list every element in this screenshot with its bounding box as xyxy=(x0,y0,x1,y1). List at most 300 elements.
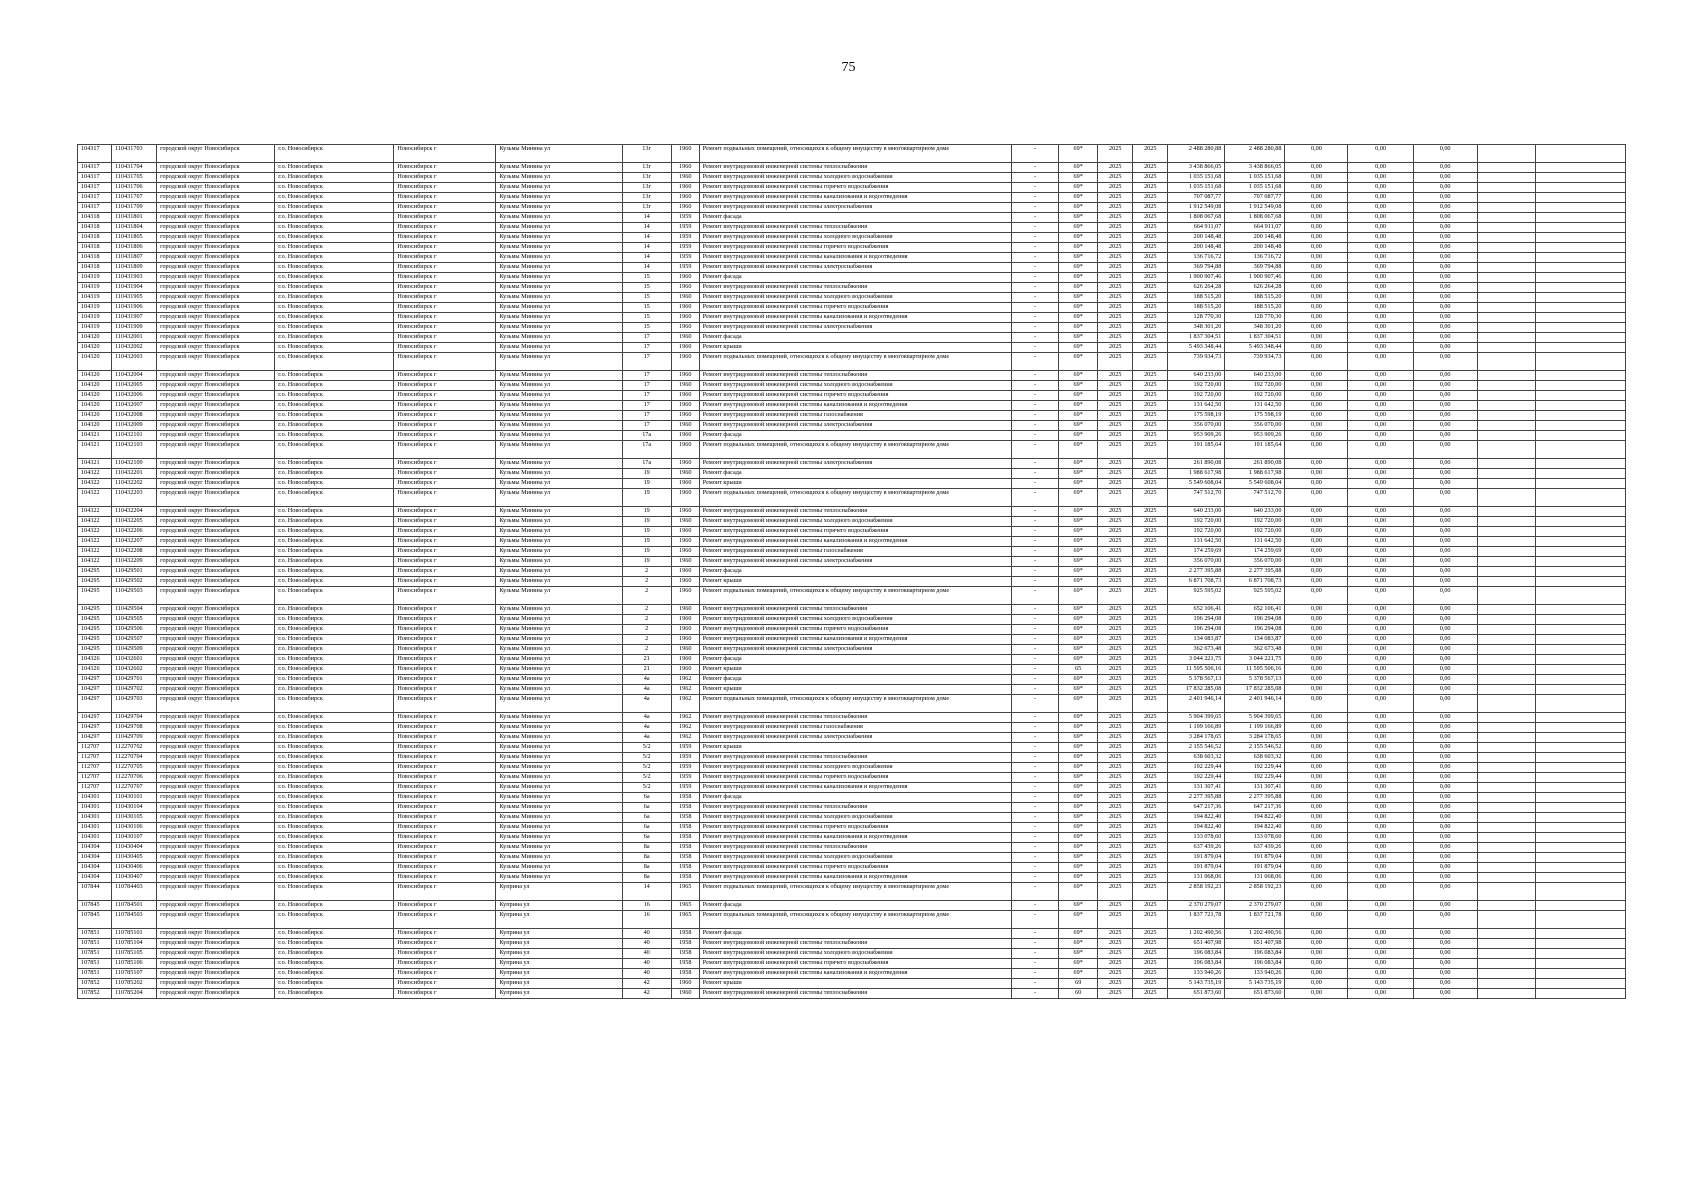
cell-work-id: 110432206 xyxy=(112,527,157,537)
cell-local-cost: 0,00 xyxy=(1348,665,1413,675)
cell-house-id: 107844 xyxy=(78,883,112,901)
cell-budget-cost: 0,00 xyxy=(1285,823,1348,833)
cell-fund-cost: 651 873,60 xyxy=(1225,989,1285,999)
cell-local-cost: 0,00 xyxy=(1348,675,1413,685)
cell-city-district: г.о. Новосибирск xyxy=(275,273,394,283)
cell-build-year: 1959 xyxy=(671,763,699,773)
cell-extra-col-2 xyxy=(1535,635,1625,645)
cell-city-district: г.о. Новосибирск xyxy=(275,665,394,675)
cell-budget-cost: 0,00 xyxy=(1285,213,1348,223)
cell-plan-year-start: 2025 xyxy=(1098,371,1133,381)
cell-wear: 69* xyxy=(1059,411,1098,421)
cell-units: - xyxy=(1012,293,1059,303)
cell-build-year: 1958 xyxy=(671,843,699,853)
cell-house-number: 6а xyxy=(622,823,671,833)
cell-local-cost: 0,00 xyxy=(1348,743,1413,753)
cell-budget-cost: 0,00 xyxy=(1285,685,1348,695)
cell-work-id: 110432203 xyxy=(112,489,157,507)
cell-units: - xyxy=(1012,303,1059,313)
cell-units: - xyxy=(1012,605,1059,615)
cell-total-cost: 747 512,70 xyxy=(1168,489,1225,507)
cell-work-id: 110431709 xyxy=(112,203,157,213)
cell-work-id: 110431706 xyxy=(112,183,157,193)
cell-wear: 69* xyxy=(1059,479,1098,489)
cell-work-id: 110431905 xyxy=(112,293,157,303)
cell-fund-cost: 134 083,87 xyxy=(1225,635,1285,645)
cell-extra-col-1 xyxy=(1477,273,1535,283)
cell-extra-col-2 xyxy=(1535,193,1625,203)
cell-local-cost: 0,00 xyxy=(1348,605,1413,615)
cell-plan-year-end: 2025 xyxy=(1133,901,1168,911)
cell-fund-cost: 6 871 708,73 xyxy=(1225,577,1285,587)
cell-plan-year-start: 2025 xyxy=(1098,959,1133,969)
cell-work-id: 110429506 xyxy=(112,625,157,635)
cell-fund-cost: 1 900 907,46 xyxy=(1225,273,1285,283)
cell-wear: 69* xyxy=(1059,273,1098,283)
cell-settlement: Новосибирск г xyxy=(394,723,496,733)
cell-house-id: 104304 xyxy=(78,873,112,883)
cell-settlement: Новосибирск г xyxy=(394,635,496,645)
cell-house-id: 104319 xyxy=(78,283,112,293)
cell-house-number: 19 xyxy=(622,517,671,527)
cell-owners-cost: 0,00 xyxy=(1413,911,1477,929)
cell-build-year: 1960 xyxy=(671,293,699,303)
cell-wear: 69* xyxy=(1059,489,1098,507)
cell-street: Кузьмы Минина ул xyxy=(496,793,622,803)
cell-house-number: 21 xyxy=(622,665,671,675)
cell-work-id: 110784403 xyxy=(112,883,157,901)
cell-city-district: г.о. Новосибирск xyxy=(275,625,394,635)
cell-budget-cost: 0,00 xyxy=(1285,411,1348,421)
cell-fund-cost: 17 832 285,08 xyxy=(1225,685,1285,695)
cell-house-id: 104322 xyxy=(78,547,112,557)
cell-work-id: 110432001 xyxy=(112,333,157,343)
cell-fund-cost: 133 940,26 xyxy=(1225,969,1285,979)
cell-street: Кузьмы Минина ул xyxy=(496,469,622,479)
cell-units: - xyxy=(1012,253,1059,263)
cell-fund-cost: 369 794,88 xyxy=(1225,263,1285,273)
cell-build-year: 1960 xyxy=(671,431,699,441)
cell-house-id: 104295 xyxy=(78,635,112,645)
cell-fund-cost: 131 068,06 xyxy=(1225,873,1285,883)
cell-plan-year-start: 2025 xyxy=(1098,411,1133,421)
cell-house-number: 15 xyxy=(622,313,671,323)
cell-work-id: 110785104 xyxy=(112,939,157,949)
cell-settlement: Новосибирск г xyxy=(394,273,496,283)
cell-total-cost: 3 044 221,75 xyxy=(1168,655,1225,665)
cell-plan-year-start: 2025 xyxy=(1098,783,1133,793)
cell-units: - xyxy=(1012,547,1059,557)
cell-plan-year-start: 2025 xyxy=(1098,813,1133,823)
cell-house-id: 104322 xyxy=(78,537,112,547)
cell-extra-col-1 xyxy=(1477,577,1535,587)
cell-local-cost: 0,00 xyxy=(1348,723,1413,733)
cell-units: - xyxy=(1012,911,1059,929)
cell-house-id: 107845 xyxy=(78,901,112,911)
cell-local-cost: 0,00 xyxy=(1348,645,1413,655)
cell-total-cost: 2 370 279,07 xyxy=(1168,901,1225,911)
cell-street: Кузьмы Минина ул xyxy=(496,537,622,547)
cell-total-cost: 191 879,04 xyxy=(1168,853,1225,863)
cell-city-district: г.о. Новосибирск xyxy=(275,343,394,353)
cell-settlement: Новосибирск г xyxy=(394,371,496,381)
cell-municipality: городской округ Новосибирск xyxy=(157,723,275,733)
cell-work-type: Ремонт внутридомовой инженерной системы канализования и водоотведения xyxy=(699,313,1011,323)
cell-extra-col-2 xyxy=(1535,969,1625,979)
cell-settlement: Новосибирск г xyxy=(394,243,496,253)
cell-house-id: 104317 xyxy=(78,173,112,183)
cell-city-district: г.о. Новосибирск xyxy=(275,479,394,489)
cell-house-number: 16 xyxy=(622,901,671,911)
table-row xyxy=(78,243,1626,253)
cell-extra-col-2 xyxy=(1535,371,1625,381)
cell-units: - xyxy=(1012,145,1059,163)
cell-work-id: 110430406 xyxy=(112,863,157,873)
cell-street: Кузьмы Минина ул xyxy=(496,431,622,441)
cell-house-number: 17 xyxy=(622,381,671,391)
cell-work-type: Ремонт внутридомовой инженерной системы электроснабжения xyxy=(699,733,1011,743)
cell-local-cost: 0,00 xyxy=(1348,313,1413,323)
cell-house-id: 104297 xyxy=(78,733,112,743)
cell-street: Куприна ул xyxy=(496,949,622,959)
cell-work-type: Ремонт внутридомовой инженерной системы теплоснабжения xyxy=(699,163,1011,173)
cell-extra-col-2 xyxy=(1535,979,1625,989)
cell-city-district: г.о. Новосибирск xyxy=(275,793,394,803)
cell-settlement: Новосибирск г xyxy=(394,843,496,853)
cell-street: Кузьмы Минина ул xyxy=(496,183,622,193)
cell-budget-cost: 0,00 xyxy=(1285,843,1348,853)
cell-build-year: 1960 xyxy=(671,469,699,479)
cell-total-cost: 5 378 567,13 xyxy=(1168,675,1225,685)
cell-extra-col-2 xyxy=(1535,853,1625,863)
cell-budget-cost: 0,00 xyxy=(1285,193,1348,203)
cell-work-id: 110431804 xyxy=(112,223,157,233)
cell-plan-year-start: 2025 xyxy=(1098,793,1133,803)
cell-municipality: городской округ Новосибирск xyxy=(157,645,275,655)
cell-local-cost: 0,00 xyxy=(1348,303,1413,313)
cell-units: - xyxy=(1012,479,1059,489)
cell-plan-year-end: 2025 xyxy=(1133,421,1168,431)
cell-house-id: 104322 xyxy=(78,507,112,517)
cell-municipality: городской округ Новосибирск xyxy=(157,853,275,863)
cell-wear: 69* xyxy=(1059,173,1098,183)
cell-units: - xyxy=(1012,853,1059,863)
cell-plan-year-start: 2025 xyxy=(1098,489,1133,507)
cell-total-cost: 1 988 617,98 xyxy=(1168,469,1225,479)
cell-owners-cost: 0,00 xyxy=(1413,333,1477,343)
cell-extra-col-2 xyxy=(1535,489,1625,507)
table-row xyxy=(78,203,1626,213)
cell-owners-cost: 0,00 xyxy=(1413,713,1477,723)
cell-settlement: Новосибирск г xyxy=(394,577,496,587)
cell-work-id: 110785106 xyxy=(112,959,157,969)
cell-city-district: г.о. Новосибирск xyxy=(275,587,394,605)
cell-units: - xyxy=(1012,313,1059,323)
cell-wear: 69* xyxy=(1059,459,1098,469)
cell-house-number: 8а xyxy=(622,843,671,853)
cell-local-cost: 0,00 xyxy=(1348,421,1413,431)
cell-units: - xyxy=(1012,401,1059,411)
cell-units: - xyxy=(1012,843,1059,853)
cell-street: Кузьмы Минина ул xyxy=(496,743,622,753)
cell-extra-col-1 xyxy=(1477,685,1535,695)
cell-total-cost: 739 934,73 xyxy=(1168,353,1225,371)
table-row xyxy=(78,823,1626,833)
cell-street: Кузьмы Минина ул xyxy=(496,733,622,743)
cell-work-type: Ремонт фасада xyxy=(699,431,1011,441)
cell-house-number: 4а xyxy=(622,675,671,685)
cell-units: - xyxy=(1012,323,1059,333)
cell-house-id: 104318 xyxy=(78,253,112,263)
cell-build-year: 1960 xyxy=(671,665,699,675)
cell-budget-cost: 0,00 xyxy=(1285,929,1348,939)
cell-owners-cost: 0,00 xyxy=(1413,833,1477,843)
cell-plan-year-start: 2025 xyxy=(1098,243,1133,253)
cell-local-cost: 0,00 xyxy=(1348,401,1413,411)
cell-budget-cost: 0,00 xyxy=(1285,517,1348,527)
cell-settlement: Новосибирск г xyxy=(394,233,496,243)
cell-units: - xyxy=(1012,243,1059,253)
cell-work-id: 110431809 xyxy=(112,263,157,273)
cell-budget-cost: 0,00 xyxy=(1285,753,1348,763)
cell-local-cost: 0,00 xyxy=(1348,293,1413,303)
cell-work-type: Ремонт фасада xyxy=(699,675,1011,685)
cell-extra-col-2 xyxy=(1535,313,1625,323)
cell-budget-cost: 0,00 xyxy=(1285,959,1348,969)
cell-plan-year-end: 2025 xyxy=(1133,743,1168,753)
cell-city-district: г.о. Новосибирск xyxy=(275,911,394,929)
cell-wear: 69* xyxy=(1059,283,1098,293)
cell-work-id: 110429704 xyxy=(112,713,157,723)
cell-wear: 69* xyxy=(1059,183,1098,193)
cell-total-cost: 200 148,48 xyxy=(1168,243,1225,253)
cell-house-number: 14 xyxy=(622,253,671,263)
cell-house-id: 107851 xyxy=(78,969,112,979)
table-row xyxy=(78,665,1626,675)
cell-extra-col-1 xyxy=(1477,773,1535,783)
cell-owners-cost: 0,00 xyxy=(1413,695,1477,713)
cell-build-year: 1959 xyxy=(671,213,699,223)
cell-settlement: Новосибирск г xyxy=(394,901,496,911)
cell-plan-year-start: 2025 xyxy=(1098,459,1133,469)
cell-budget-cost: 0,00 xyxy=(1285,173,1348,183)
cell-plan-year-start: 2025 xyxy=(1098,969,1133,979)
cell-fund-cost: 196 083,84 xyxy=(1225,949,1285,959)
cell-fund-cost: 747 512,70 xyxy=(1225,489,1285,507)
cell-work-type: Ремонт внутридомовой инженерной системы теплоснабжения xyxy=(699,605,1011,615)
cell-total-cost: 2 277 395,88 xyxy=(1168,567,1225,577)
cell-fund-cost: 647 217,36 xyxy=(1225,803,1285,813)
cell-total-cost: 196 083,84 xyxy=(1168,949,1225,959)
cell-municipality: городской округ Новосибирск xyxy=(157,537,275,547)
cell-extra-col-1 xyxy=(1477,173,1535,183)
cell-units: - xyxy=(1012,371,1059,381)
cell-work-type: Ремонт внутридомовой инженерной системы электроснабжения xyxy=(699,459,1011,469)
cell-plan-year-start: 2025 xyxy=(1098,441,1133,459)
cell-plan-year-start: 2025 xyxy=(1098,753,1133,763)
cell-street: Кузьмы Минина ул xyxy=(496,713,622,723)
cell-municipality: городской округ Новосибирск xyxy=(157,173,275,183)
table-row xyxy=(78,813,1626,823)
cell-work-id: 110431705 xyxy=(112,173,157,183)
cell-plan-year-end: 2025 xyxy=(1133,969,1168,979)
cell-units: - xyxy=(1012,577,1059,587)
cell-local-cost: 0,00 xyxy=(1348,655,1413,665)
cell-total-cost: 261 890,08 xyxy=(1168,459,1225,469)
cell-plan-year-end: 2025 xyxy=(1133,723,1168,733)
cell-city-district: г.о. Новосибирск xyxy=(275,873,394,883)
cell-local-cost: 0,00 xyxy=(1348,929,1413,939)
cell-work-type: Ремонт внутридомовой инженерной системы горячего водоснабжения xyxy=(699,183,1011,193)
cell-units: - xyxy=(1012,537,1059,547)
cell-units: - xyxy=(1012,203,1059,213)
cell-fund-cost: 1 035 151,68 xyxy=(1225,173,1285,183)
cell-municipality: городской округ Новосибирск xyxy=(157,873,275,883)
cell-local-cost: 0,00 xyxy=(1348,263,1413,273)
cell-house-id: 104317 xyxy=(78,193,112,203)
cell-plan-year-end: 2025 xyxy=(1133,145,1168,163)
cell-fund-cost: 2 277 395,88 xyxy=(1225,567,1285,577)
cell-owners-cost: 0,00 xyxy=(1413,773,1477,783)
cell-settlement: Новосибирск г xyxy=(394,813,496,823)
cell-settlement: Новосибирск г xyxy=(394,929,496,939)
cell-build-year: 1958 xyxy=(671,929,699,939)
cell-city-district: г.о. Новосибирск xyxy=(275,635,394,645)
cell-local-cost: 0,00 xyxy=(1348,853,1413,863)
cell-plan-year-start: 2025 xyxy=(1098,605,1133,615)
cell-house-number: 17 xyxy=(622,421,671,431)
cell-wear: 69* xyxy=(1059,793,1098,803)
cell-local-cost: 0,00 xyxy=(1348,793,1413,803)
cell-budget-cost: 0,00 xyxy=(1285,273,1348,283)
cell-fund-cost: 1 199 166,89 xyxy=(1225,723,1285,733)
cell-extra-col-1 xyxy=(1477,253,1535,263)
cell-total-cost: 2 155 546,52 xyxy=(1168,743,1225,753)
cell-extra-col-1 xyxy=(1477,323,1535,333)
table-row xyxy=(78,507,1626,517)
cell-fund-cost: 640 233,00 xyxy=(1225,507,1285,517)
cell-wear: 69* xyxy=(1059,743,1098,753)
cell-municipality: городской округ Новосибирск xyxy=(157,675,275,685)
cell-wear: 69* xyxy=(1059,853,1098,863)
cell-city-district: г.о. Новосибирск xyxy=(275,537,394,547)
cell-wear: 69* xyxy=(1059,911,1098,929)
cell-extra-col-2 xyxy=(1535,959,1625,969)
cell-work-type: Ремонт подвальных помещений, относящихся к общему имуществу в многоквартирном доме xyxy=(699,441,1011,459)
cell-extra-col-2 xyxy=(1535,577,1625,587)
cell-plan-year-end: 2025 xyxy=(1133,625,1168,635)
cell-work-id: 110430107 xyxy=(112,833,157,843)
cell-work-id: 112270704 xyxy=(112,753,157,763)
cell-owners-cost: 0,00 xyxy=(1413,655,1477,665)
cell-work-id: 110431907 xyxy=(112,313,157,323)
cell-extra-col-1 xyxy=(1477,911,1535,929)
table-row xyxy=(78,343,1626,353)
cell-owners-cost: 0,00 xyxy=(1413,517,1477,527)
cell-units: - xyxy=(1012,863,1059,873)
cell-settlement: Новосибирск г xyxy=(394,459,496,469)
cell-street: Куприна ул xyxy=(496,911,622,929)
cell-plan-year-start: 2025 xyxy=(1098,645,1133,655)
cell-plan-year-start: 2025 xyxy=(1098,391,1133,401)
cell-municipality: городской округ Новосибирск xyxy=(157,901,275,911)
cell-house-id: 104320 xyxy=(78,333,112,343)
cell-wear: 69* xyxy=(1059,243,1098,253)
cell-municipality: городской округ Новосибирск xyxy=(157,273,275,283)
cell-fund-cost: 925 595,02 xyxy=(1225,587,1285,605)
cell-house-id: 104319 xyxy=(78,293,112,303)
cell-owners-cost: 0,00 xyxy=(1413,323,1477,333)
cell-settlement: Новосибирск г xyxy=(394,193,496,203)
cell-extra-col-1 xyxy=(1477,873,1535,883)
cell-budget-cost: 0,00 xyxy=(1285,901,1348,911)
cell-extra-col-1 xyxy=(1477,527,1535,537)
cell-plan-year-start: 2025 xyxy=(1098,615,1133,625)
cell-plan-year-start: 2025 xyxy=(1098,577,1133,587)
table-row xyxy=(78,863,1626,873)
cell-extra-col-2 xyxy=(1535,517,1625,527)
cell-extra-col-2 xyxy=(1535,713,1625,723)
cell-local-cost: 0,00 xyxy=(1348,979,1413,989)
cell-municipality: городской округ Новосибирск xyxy=(157,193,275,203)
table-row xyxy=(78,303,1626,313)
cell-local-cost: 0,00 xyxy=(1348,969,1413,979)
cell-work-type: Ремонт внутридомовой инженерной системы холодного водоснабжения xyxy=(699,853,1011,863)
cell-wear: 69* xyxy=(1059,263,1098,273)
cell-settlement: Новосибирск г xyxy=(394,343,496,353)
cell-extra-col-1 xyxy=(1477,283,1535,293)
cell-house-number: 17 xyxy=(622,343,671,353)
cell-extra-col-1 xyxy=(1477,989,1535,999)
cell-extra-col-1 xyxy=(1477,843,1535,853)
cell-work-id: 110432109 xyxy=(112,459,157,469)
cell-street: Кузьмы Минина ул xyxy=(496,333,622,343)
cell-fund-cost: 133 078,60 xyxy=(1225,833,1285,843)
cell-plan-year-start: 2025 xyxy=(1098,517,1133,527)
cell-work-id: 110432204 xyxy=(112,507,157,517)
cell-local-cost: 0,00 xyxy=(1348,203,1413,213)
cell-work-id: 110432009 xyxy=(112,421,157,431)
cell-house-number: 19 xyxy=(622,469,671,479)
cell-work-id: 110431805 xyxy=(112,233,157,243)
cell-house-number: 17а xyxy=(622,441,671,459)
cell-house-number: 6а xyxy=(622,803,671,813)
cell-city-district: г.о. Новосибирск xyxy=(275,823,394,833)
cell-work-id: 110432101 xyxy=(112,431,157,441)
cell-house-number: 4а xyxy=(622,723,671,733)
page-number: 75 xyxy=(841,60,856,75)
cell-settlement: Новосибирск г xyxy=(394,587,496,605)
cell-municipality: городской округ Новосибирск xyxy=(157,695,275,713)
cell-city-district: г.о. Новосибирск xyxy=(275,863,394,873)
cell-city-district: г.о. Новосибирск xyxy=(275,263,394,273)
cell-local-cost: 0,00 xyxy=(1348,557,1413,567)
cell-total-cost: 192 720,00 xyxy=(1168,391,1225,401)
cell-fund-cost: 192 229,44 xyxy=(1225,773,1285,783)
cell-build-year: 1960 xyxy=(671,557,699,567)
cell-house-id: 104301 xyxy=(78,833,112,843)
cell-wear: 69* xyxy=(1059,723,1098,733)
cell-extra-col-1 xyxy=(1477,635,1535,645)
cell-wear: 69 xyxy=(1059,979,1098,989)
cell-work-type: Ремонт внутридомовой инженерной системы холодного водоснабжения xyxy=(699,763,1011,773)
cell-house-id: 104318 xyxy=(78,233,112,243)
cell-house-id: 104318 xyxy=(78,263,112,273)
cell-plan-year-start: 2025 xyxy=(1098,183,1133,193)
cell-street: Кузьмы Минина ул xyxy=(496,507,622,517)
cell-municipality: городской округ Новосибирск xyxy=(157,969,275,979)
cell-fund-cost: 2 370 279,07 xyxy=(1225,901,1285,911)
